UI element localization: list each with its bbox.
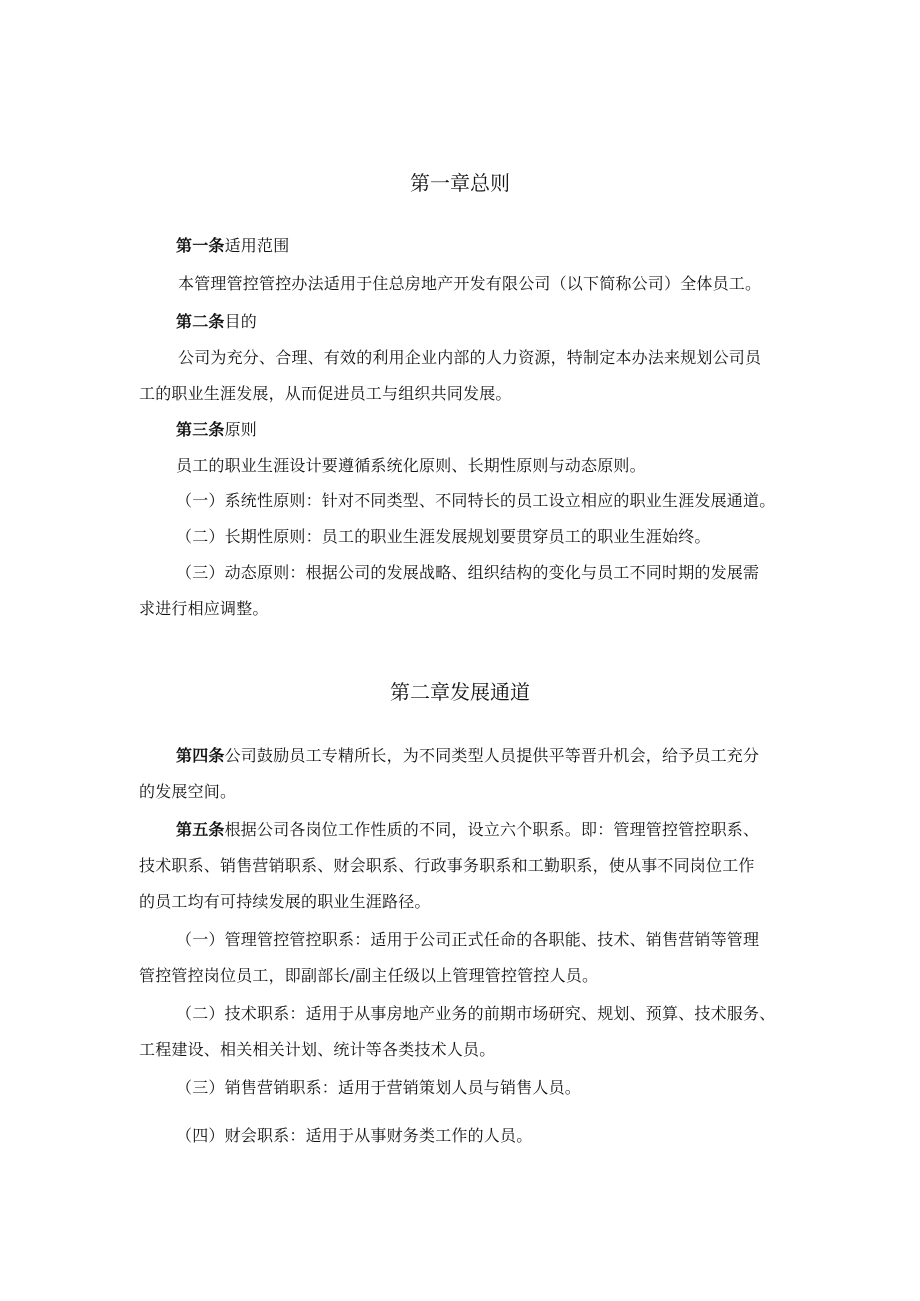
article-5-item-4: （四）财会职系：适用于从事财务类工作的人员。 (176, 1126, 533, 1145)
article-2-heading (176, 312, 257, 332)
article-5-label: 第五条 (176, 820, 225, 839)
article-2-body-line-1: 公司为充分、合理、有效的利用企业内部的人力资源，特制定本办法来规划公司员 (178, 348, 762, 367)
article-5-item-1-line-2: 管控管控岗位员工，即副部长/副主任级以上管理管控管控人员。 (139, 966, 599, 985)
article-1-title: 适用范围 (224, 236, 290, 255)
chapter-1-title: 第一章总则 (410, 171, 510, 195)
article-3-intro: 员工的职业生涯设计要遵循系统化原则、长期性原则与动态原则。 (176, 456, 646, 475)
article-5-body-line-1: 根据公司各岗位工作性质的不同，设立六个职系。即：管理管控管控职系、 (224, 820, 760, 839)
article-2-title: 目的 (224, 312, 258, 331)
article-3-item-3-line-2: 求进行相应调整。 (139, 599, 269, 618)
article-5-item-3: （三）销售营销职系：适用于营销策划人员与销售人员。 (176, 1078, 582, 1097)
article-5-body-line-2: 技术职系、销售营销职系、财会职系、行政事务职系和工勤职系，使从事不同岗位工作 (139, 856, 755, 875)
article-3-label: 第三条 (176, 420, 225, 439)
article-3-item-2: （二）长期性原则：员工的职业生涯发展规划要贯穿员工的职业生涯始终。 (176, 527, 711, 546)
article-3-item-1: （一）系统性原则：针对不同类型、不同特长的员工设立相应的职业生涯发展通道。 (176, 491, 776, 510)
article-4-body-line-2: 的发展空间。 (139, 782, 237, 801)
article-3-item-3-line-1: （三）动态原则：根据公司的发展战略、组织结构的变化与员工不同时期的发展需 (176, 563, 760, 582)
chapter-2-title: 第二章发展通道 (390, 680, 530, 704)
article-5-item-1-line-1: （一）管理管控管控职系：适用于公司正式任命的各职能、技术、销售营销等管理 (176, 930, 760, 949)
article-2-body-line-2: 工的职业生涯发展，从而促进员工与组织共同发展。 (139, 384, 512, 403)
article-4-line-1 (176, 746, 759, 766)
article-3-heading (176, 420, 257, 440)
article-5-line-1 (176, 820, 759, 840)
article-5-item-2-line-2: 工程建设、相关相关计划、统计等各类技术人员。 (139, 1040, 496, 1059)
article-1-heading (176, 236, 289, 256)
article-1-label: 第一条 (176, 236, 225, 255)
article-1-body: 本管理管控管控办法适用于住总房地产开发有限公司（以下简称公司）全体员工。 (178, 274, 762, 293)
article-4-label: 第四条 (176, 746, 225, 765)
article-5-body-line-3: 的员工均有可持续发展的职业生涯路径。 (139, 892, 431, 911)
article-3-title: 原则 (224, 420, 258, 439)
article-4-body-line-1: 公司鼓励员工专精所长，为不同类型人员提供平等晋升机会，给予员工充分 (224, 746, 760, 765)
article-2-label: 第二条 (176, 312, 225, 331)
article-5-item-2-line-1: （二）技术职系：适用于从事房地产业务的前期市场研究、规划、预算、技术服务、 (176, 1004, 776, 1023)
